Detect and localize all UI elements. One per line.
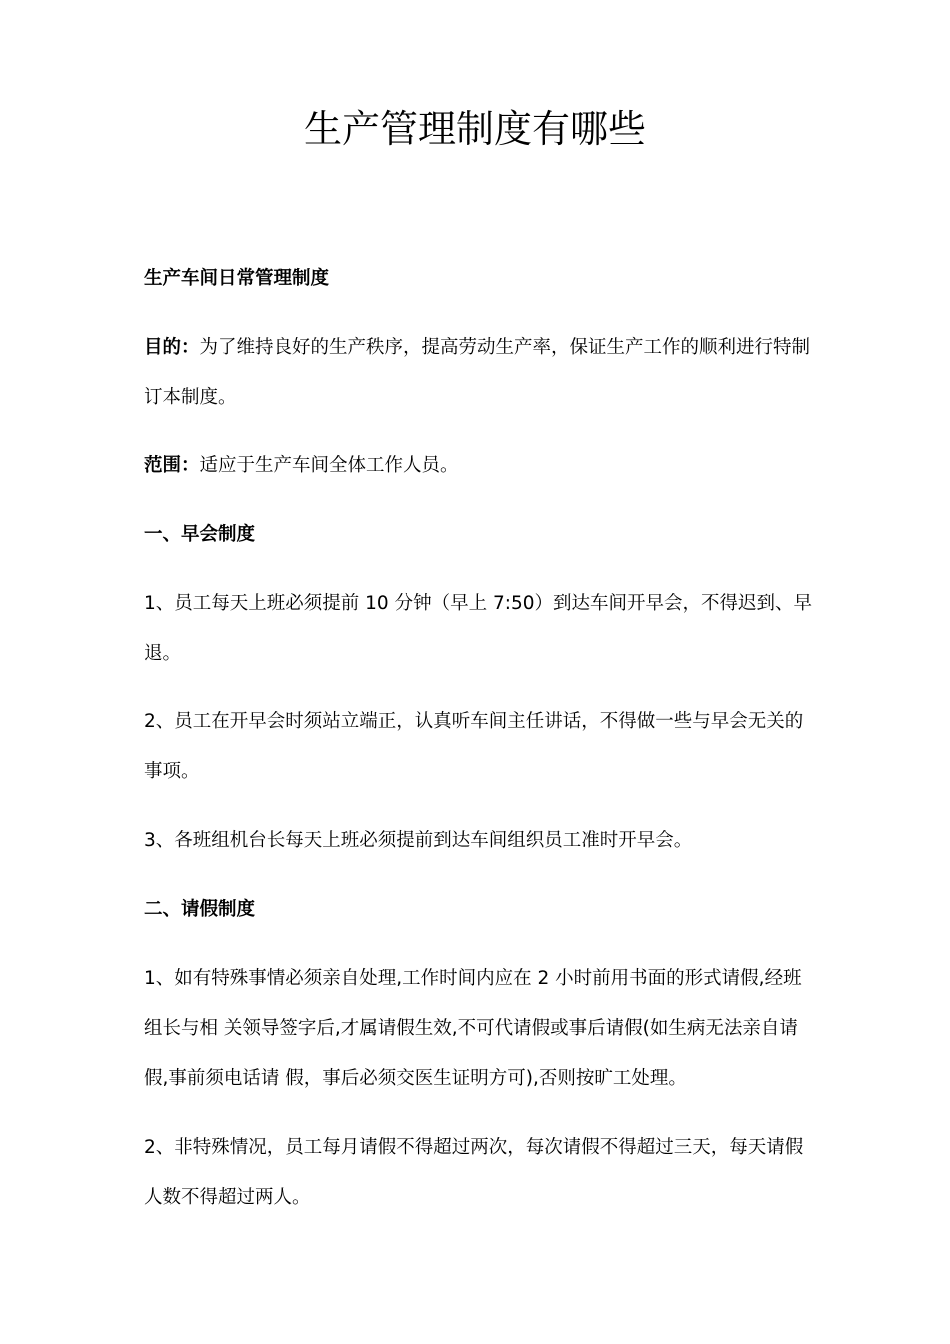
scope-paragraph [144,441,814,491]
list-item: 1、如有特殊事情必须亲自处理,工作时间内应在 2 小时前用书面的形式请假,经班组长与相 关领导签字后,才属请假生效,不可代请假或事后请假(如生病无法亲自请假,事前须电话请 假，事后必须交医生证明方可),否则按旷工处理。 [144,968,802,1089]
scope-label: 范围： [144,455,200,476]
scope-text: 适应于生产车间全体工作人员。 [199,455,459,476]
document-title: 生产管理制度有哪些 [303,107,646,151]
list-item: 2、员工在开早会时须站立端正，认真听车间主任讲话，不得做一些与早会无关的事项。 [144,711,804,782]
chapter-heading-morning-meeting: 一、早会制度 [144,524,256,545]
section-heading: 生产车间日常管理制度 [144,268,330,289]
purpose-text: 为了维持良好的生产秩序，提高劳动生产率，保证生产工作的顺利进行特制订本制度。 [144,337,811,408]
list-item: 3、各班组机台长每天上班必须提前到达车间组织员工准时开早会。 [144,830,693,851]
list-item: 2、非特殊情况，员工每月请假不得超过两次，每次请假不得超过三天，每天请假人数不得超过两人。 [144,1137,804,1208]
purpose-label: 目的： [144,337,200,358]
chapter-heading-leave: 二、请假制度 [144,899,256,920]
list-item: 1、员工每天上班必须提前 10 分钟（早上 7:50）到达车间开早会，不得迟到、早退。 [144,593,812,664]
purpose-paragraph [144,323,814,423]
